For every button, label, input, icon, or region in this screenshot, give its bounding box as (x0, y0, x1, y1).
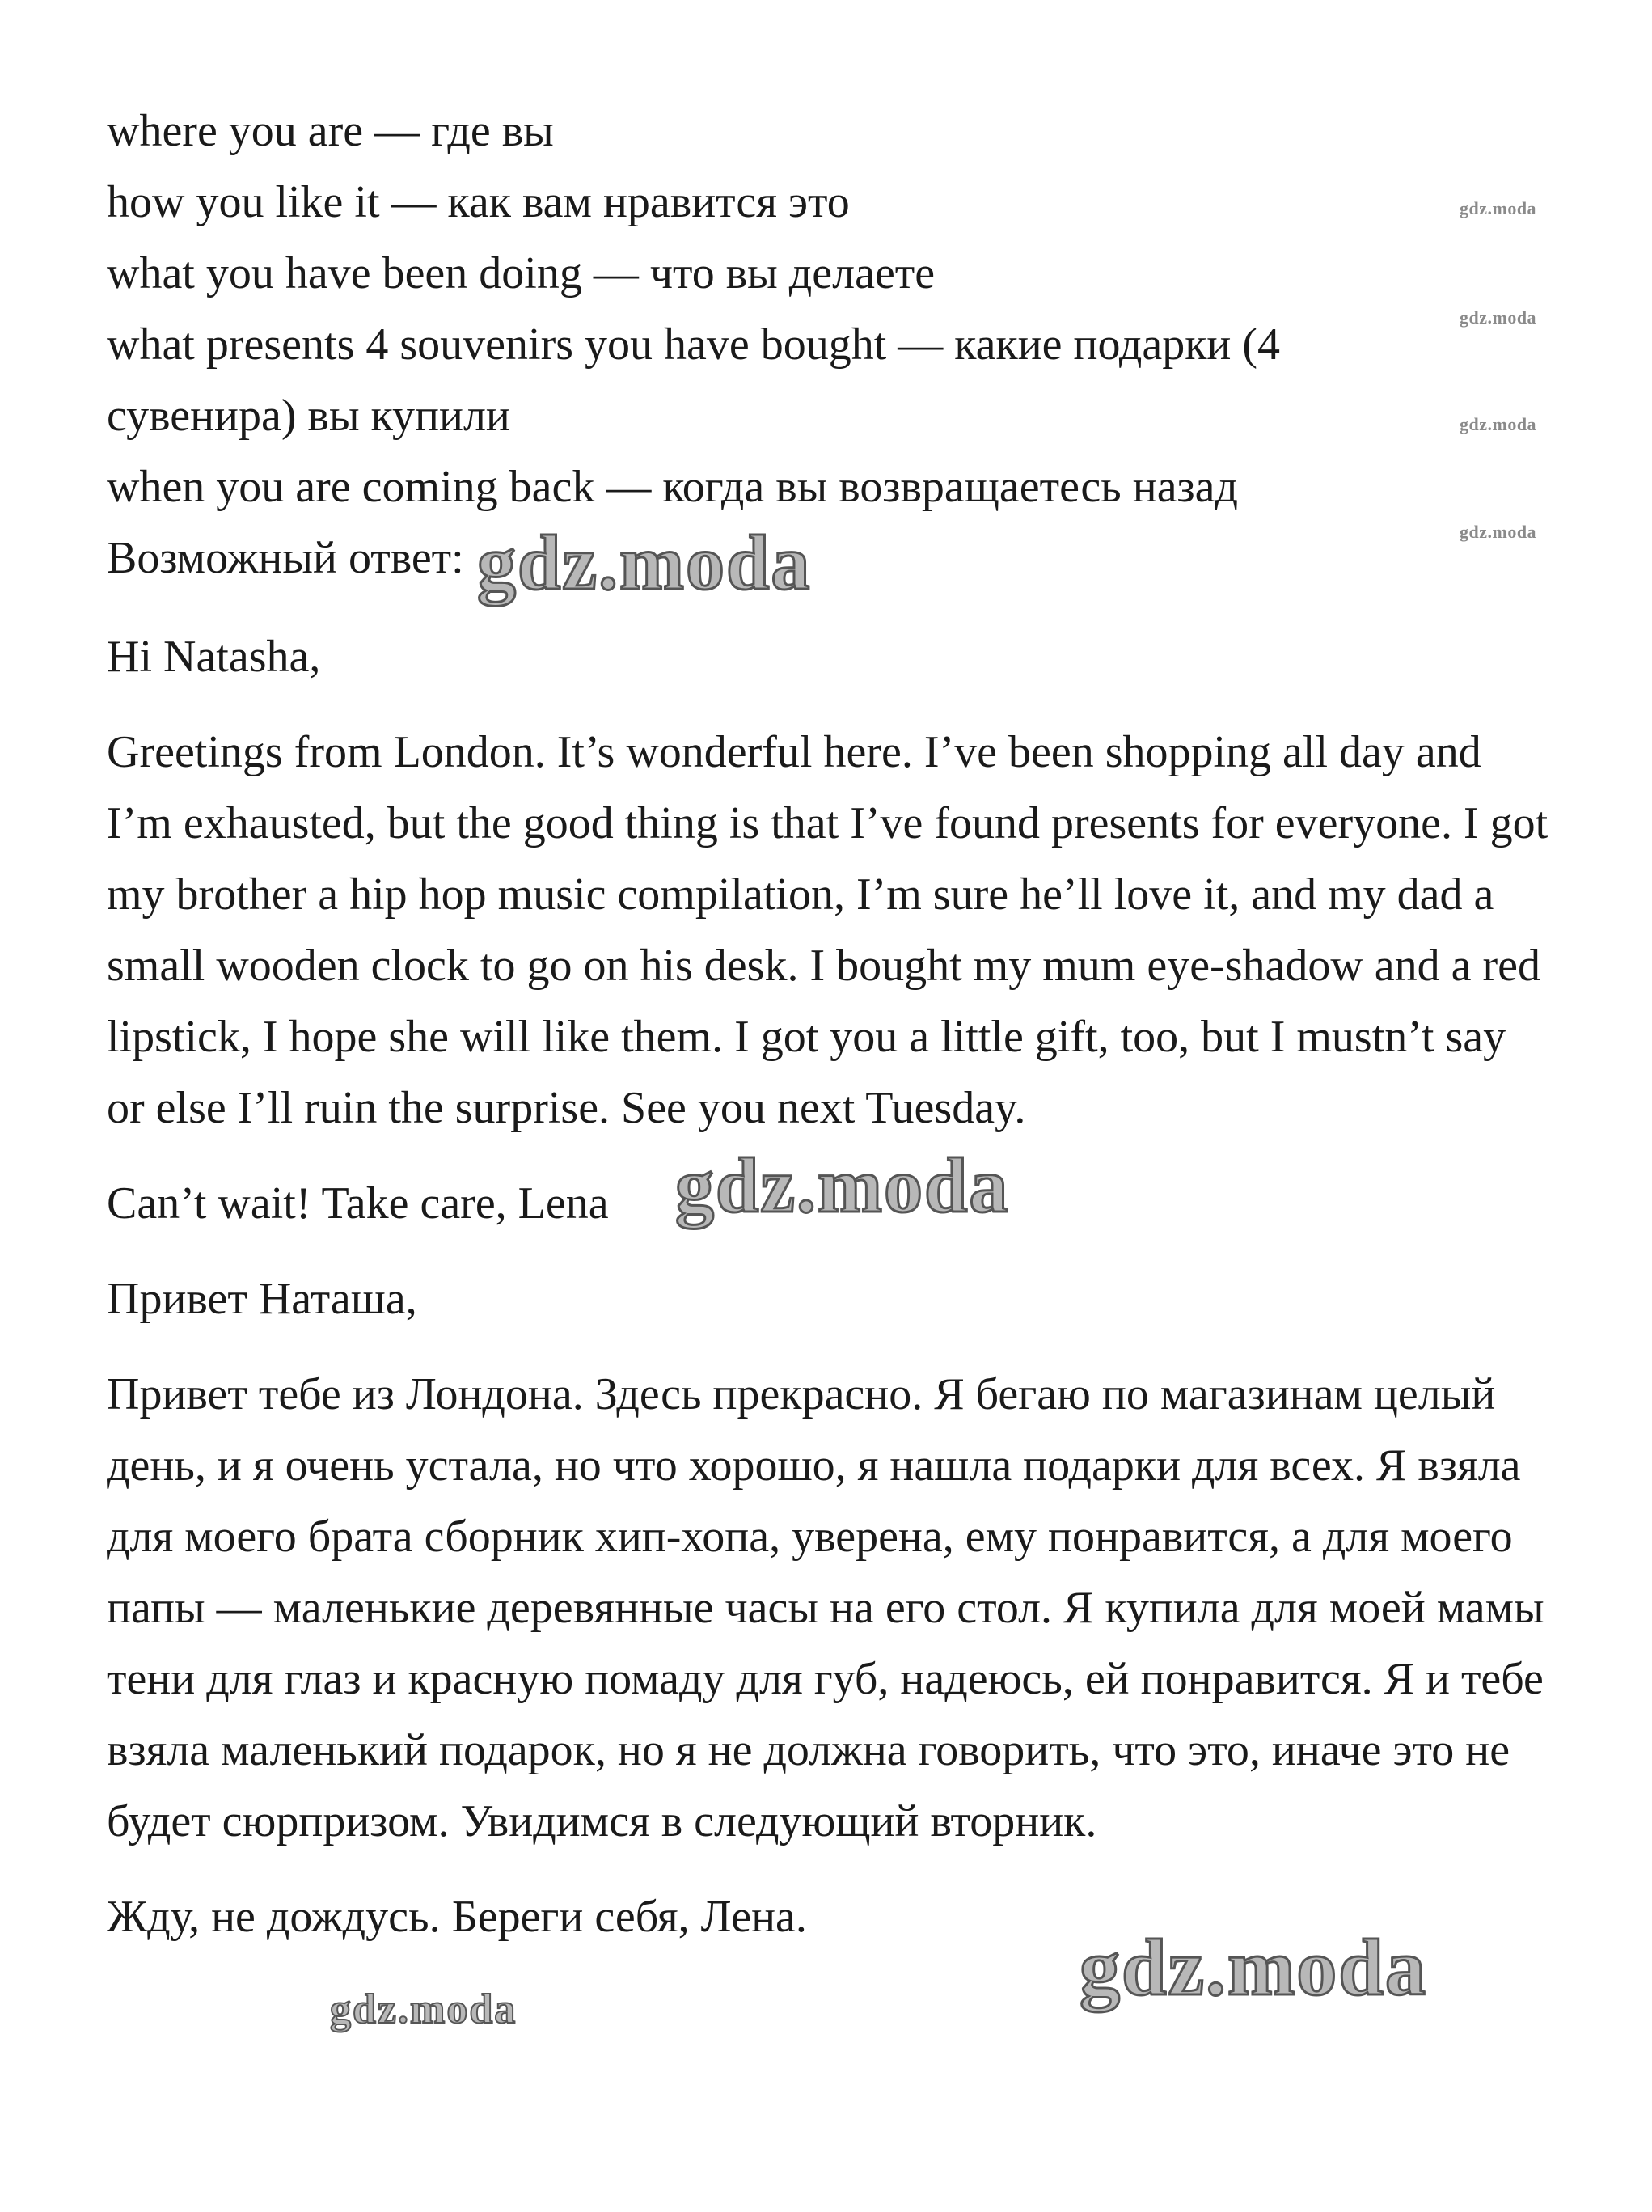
russian-greeting: Привет Наташа, (107, 1274, 417, 1324)
russian-body: Привет тебе из Лондона. Здесь прекрасно. Я бегаю по магазинам целый день, и я очень устала, но что хорошо, я нашла подарки для всех. Я взяла для моего брата сборник хип-хопа, уверена, ему понравится, а для моего папы — маленькие деревянные часы на его стол. Я купила для моей мамы тени для глаз и красную помаду для губ, надеюсь, ей понравится. Я и тебе взяла маленький подарок, но я не должна говорить, что это, иначе это не будет сюрпризом. Увидимся в следующий вторник. (107, 1369, 1544, 1846)
watermark-small: gdz.moda (1460, 307, 1537, 328)
english-closing: Can’t wait! Take care, Lena (107, 1178, 609, 1229)
vocab-line-3: what you have been doing — что вы делаете (107, 248, 936, 298)
vocab-line-5: сувенира) вы купили (107, 391, 510, 441)
english-body: Greetings from London. It’s wonderful here. I’ve been shopping all day and I’m exhausted, but the good thing is that I’ve found presents for everyone. I got my brother a hip hop music compilation, I’m sure he’ll love it, and my dad a small wooden clock to go on his desk. I bought my mum eye-shadow and a red lipstick, I hope she will like them. I got you a little gift, too, but I mustn’t say or else I’ll ruin the surprise. See you next Tuesday. (107, 727, 1548, 1133)
russian-closing: Жду, не дождусь. Береги себя, Лена. (107, 1892, 807, 1942)
document-page (107, 95, 1562, 1952)
english-greeting: Hi Natasha, (107, 632, 321, 682)
watermark-small: gdz.moda (1460, 522, 1537, 542)
watermark-large: gdz.moda (1080, 1922, 1427, 2012)
vocab-line-1: where you are — где вы (107, 106, 554, 156)
watermark-large: gdz.moda (675, 1142, 1010, 1229)
watermark-small: gdz.moda (1460, 414, 1537, 434)
watermark-medium: gdz.moda (330, 1986, 518, 2032)
watermark-small: gdz.moda (1460, 198, 1537, 218)
vocab-line-6: when you are coming back — когда вы возвращаетесь назад (107, 462, 1239, 512)
vocab-line-2: how you like it — как вам нравится это (107, 177, 850, 227)
watermark-large: gdz.moda (477, 519, 812, 606)
vocab-line-4: what presents 4 souvenirs you have bought — какие подарки (4 (107, 319, 1281, 370)
possible-answer-label: Возможный ответ: (107, 533, 464, 583)
